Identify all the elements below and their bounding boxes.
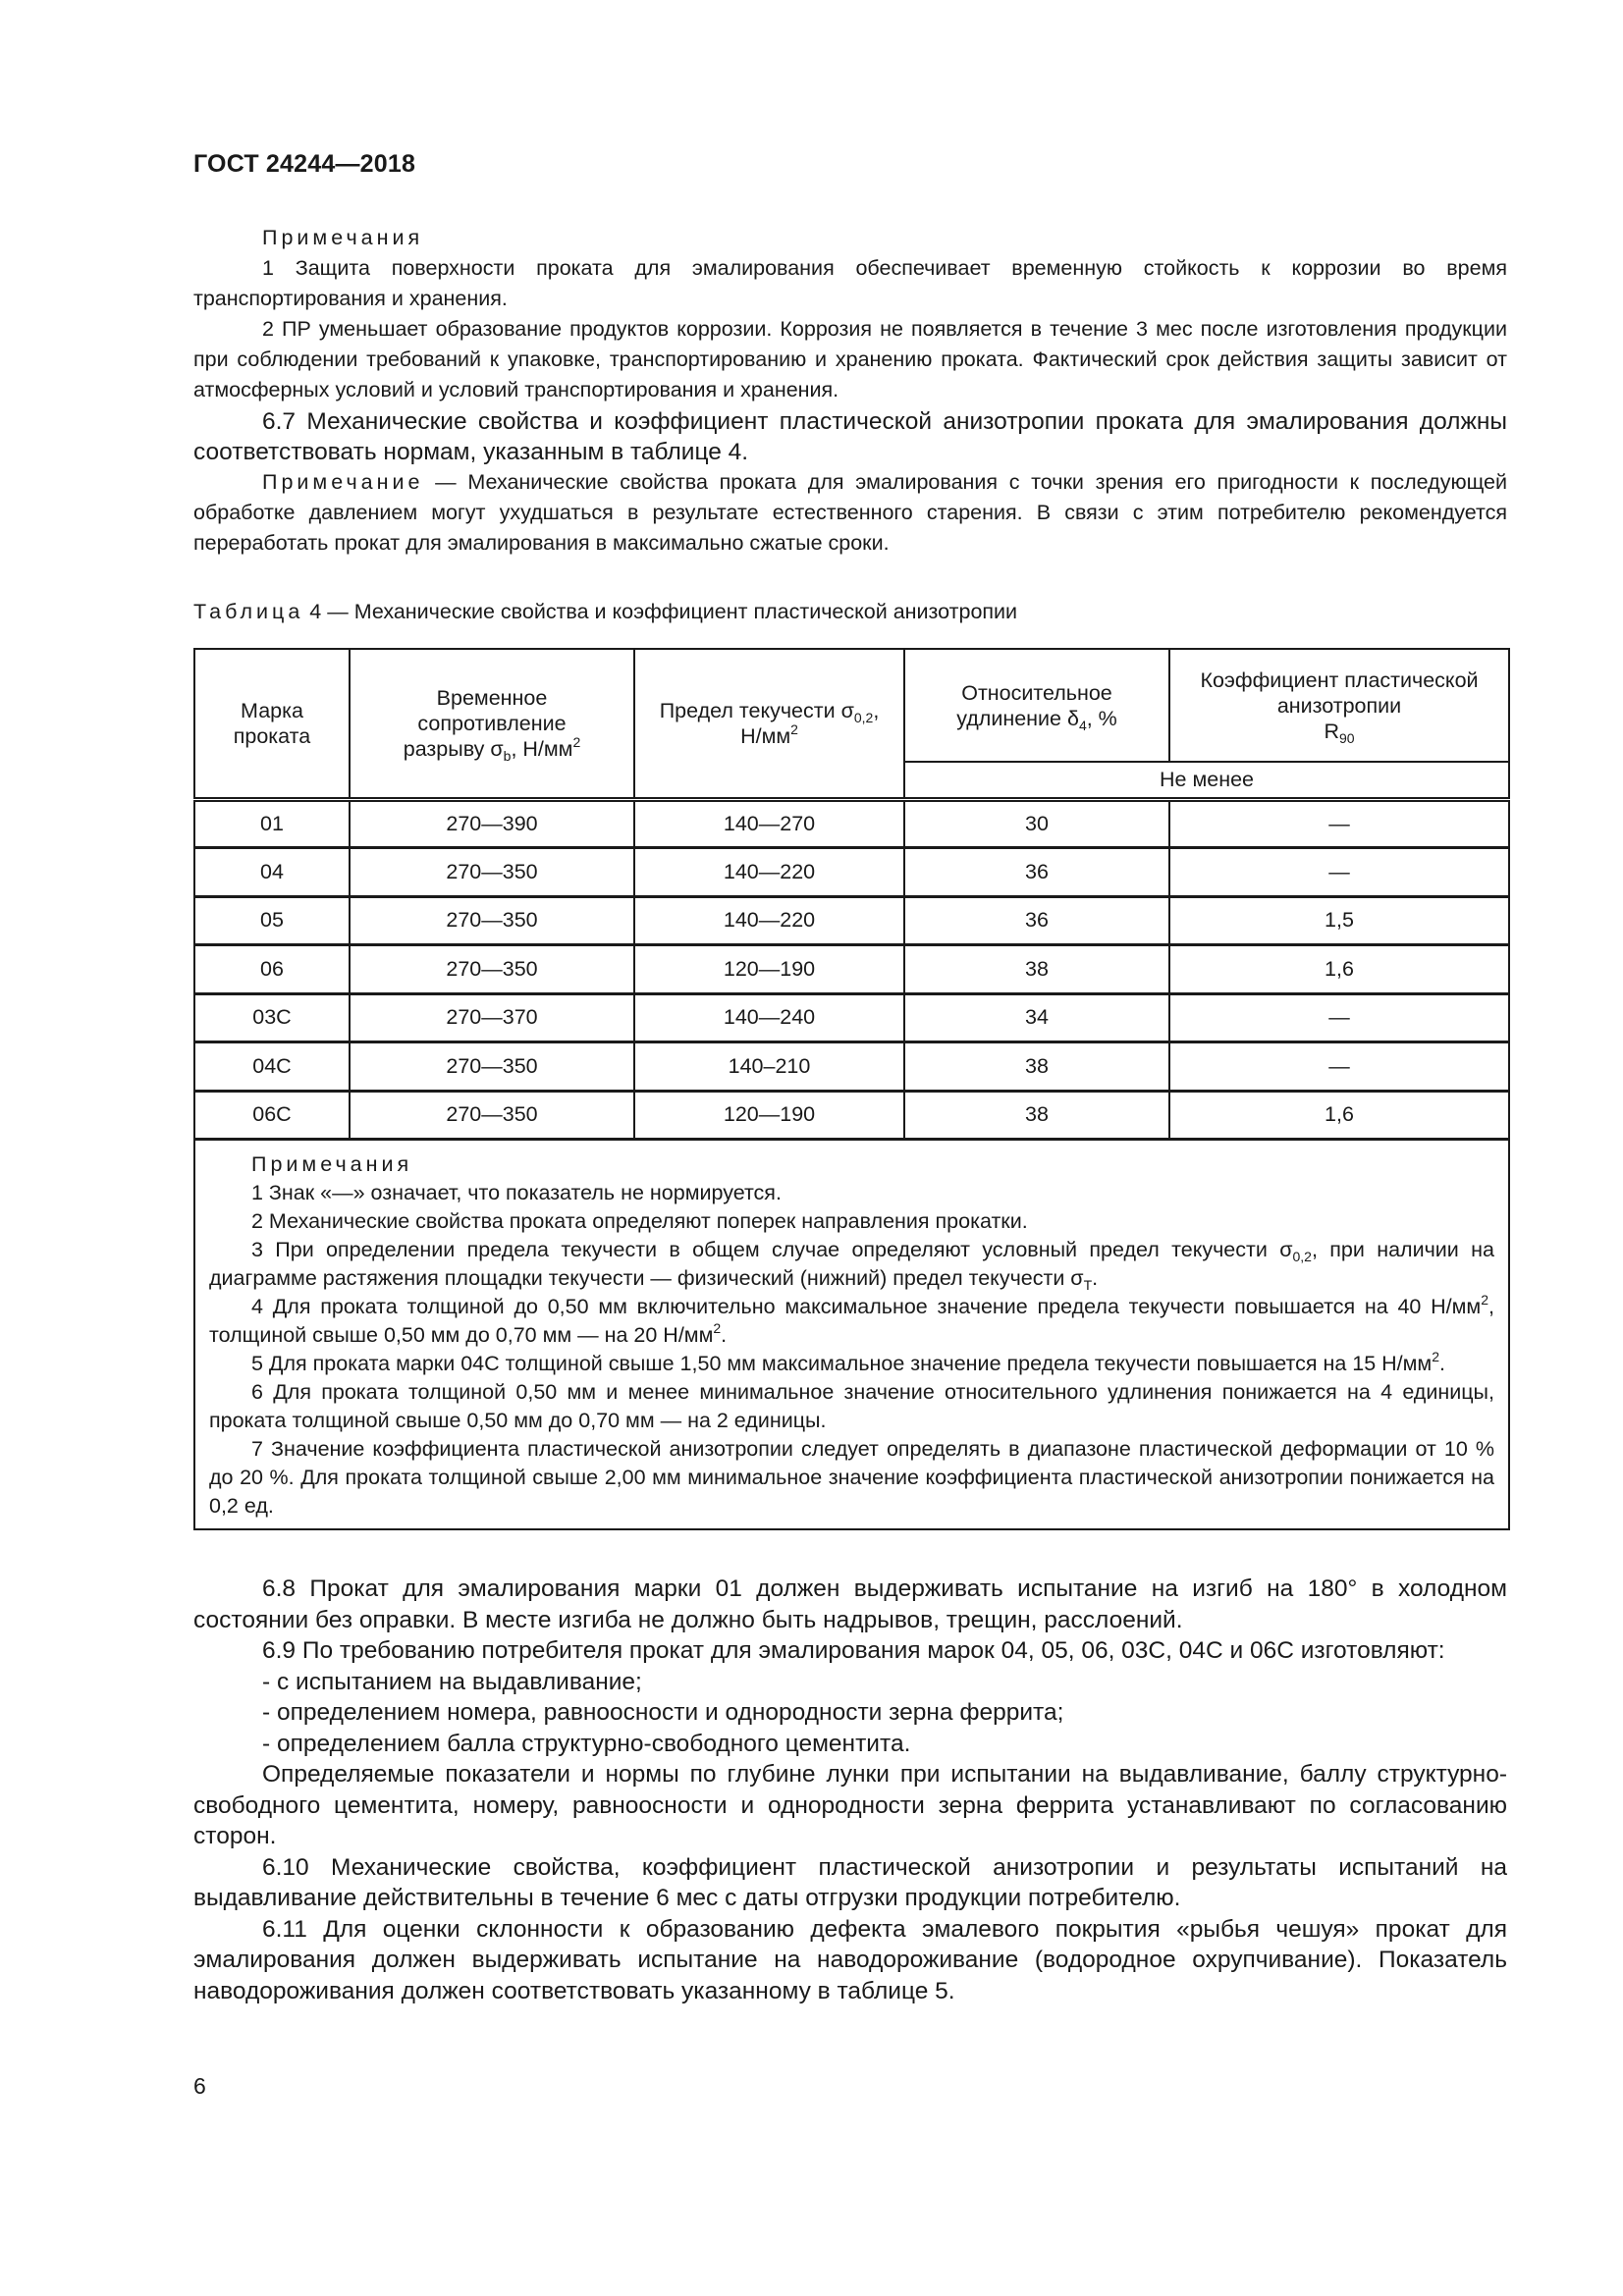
cell-anisotropy: 1,6 — [1169, 945, 1509, 994]
table-note-7: 7 Значение коэффициента пластической анизотропии следует определять в диапазоне пластической деформации от 10 % до 20 %. Для проката толщиной свыше 2,00 мм минимальное значение коэффициента пластической анизотропии понижается на 0,2 ед. — [209, 1437, 1494, 1518]
cell-yield: 140—270 — [634, 799, 904, 848]
table-note-4: 4 Для проката толщиной до 0,50 мм включительно максимальное значение предела текучести повышается на 40 $Н/мм^2$, толщиной свыше 0,50 мм до 0,70 мм — на 20 $Н/мм^2$. — [209, 1292, 1494, 1347]
clause-6-11: 6.11 Для оценки склонности к образованию дефекта эмалевого покрытия «рыбья чешуя» прокат для эмалирования должен выдерживать испытание на наводороживание (водородное охрупчивание). Показатель наводороживания должен соответствовать указанному в таблице 5. — [193, 1915, 1507, 2004]
cell-elongation: 38 — [904, 1091, 1169, 1140]
table-caption-label: Таблица — [193, 600, 304, 623]
table-row — [194, 993, 1509, 1042]
cell-tensile: 270—350 — [350, 1042, 634, 1092]
cell-grade: 05 — [194, 896, 350, 945]
table-note-5: 5 Для проката марки 04С толщиной свыше 1,50 мм максимальное значение предела текучести повышается на 15 $Н/мм^2$. — [251, 1349, 1445, 1375]
cell-yield: 140—240 — [634, 993, 904, 1042]
cell-yield: 120—190 — [634, 945, 904, 994]
cell-elongation: 38 — [904, 1042, 1169, 1092]
cell-grade: 03С — [194, 993, 350, 1042]
header-yield-strength: Предел текучести $\sigma_{0,2}$, $Н/мм^2$ — [634, 649, 904, 799]
cell-tensile: 270—350 — [350, 848, 634, 897]
cell-tensile: 270—350 — [350, 1091, 634, 1140]
header-grade: Марка проката — [194, 649, 350, 799]
cell-anisotropy: — — [1169, 799, 1509, 848]
cell-grade: 06С — [194, 1091, 350, 1140]
cell-yield: 140—220 — [634, 896, 904, 945]
cell-elongation: 34 — [904, 993, 1169, 1042]
clause-6-9-bullet-1: - с испытанием на выдавливание; — [262, 1668, 642, 1695]
table-note-3: 3 При определении предела текучести в общем случае определяют условный предел текучести $\sigma_{0,2}$, при наличии на диаграмме растяжения площадки текучести — физический (нижний) предел текучести $\sigma_Т$. — [209, 1238, 1494, 1293]
table-notes — [194, 1140, 1509, 1530]
table-note-1: 1 Знак «—» означает, что показатель не нормируется. — [251, 1181, 782, 1204]
header-tensile-strength: Временное сопротивление разрыву $\sigma_b$, $Н/мм^2$ — [350, 649, 634, 799]
clause-6-9-bullet-3: - определением балла структурно-свободного цементита. — [262, 1730, 911, 1757]
cell-tensile: 270—370 — [350, 993, 634, 1042]
cell-yield: 140—220 — [634, 848, 904, 897]
clause-6-7-note-text: — Механические свойства проката для эмалирования с точки зрения его пригодности к последующей обработке давлением могут ухудшаться в результате естественного старения. В связи с этим потребителю рекомендуется переработать прокат для эмалирования в максимально сжатые сроки. — [193, 470, 1507, 555]
cell-yield: 140–210 — [634, 1042, 904, 1092]
table-caption-text: 4 — Механические свойства и коэффициент пластической анизотропии — [303, 600, 1018, 623]
notes-top-item-1: 1 Защита поверхности проката для эмалирования обеспечивает временную стойкость к коррозии во время транспортирования и хранения. — [193, 256, 1507, 310]
header-elongation: Относительное удлинение $\delta_4$, % — [904, 649, 1169, 762]
cell-anisotropy: — — [1169, 848, 1509, 897]
cell-tensile: 270—350 — [350, 896, 634, 945]
cell-elongation: 30 — [904, 799, 1169, 848]
table-row — [194, 1042, 1509, 1092]
table-4-mechanical-properties — [193, 648, 1510, 1530]
table-4-caption — [193, 600, 1017, 624]
cell-grade: 04 — [194, 848, 350, 897]
clause-6-7-note-label: Примечание — [262, 470, 424, 494]
cell-yield: 120—190 — [634, 1091, 904, 1140]
notes-top — [193, 223, 1507, 405]
clause-6-8: 6.8 Прокат для эмалирования марки 01 должен выдерживать испытание на изгиб на 180° в холодном состоянии без оправки. В месте изгиба не должно быть надрывов, трещин, расслоений. — [193, 1575, 1507, 1633]
table-note-6: 6 Для проката толщиной 0,50 мм и менее минимальное значение относительного удлинения понижается на 4 единицы, проката толщиной свыше 0,50 мм до 0,70 мм — на 2 единицы. — [209, 1380, 1494, 1432]
clause-6-7-note — [193, 467, 1507, 559]
header-not-less: Не менее — [904, 762, 1509, 799]
table-note-2: 2 Механические свойства проката определяют поперек направления прокатки. — [251, 1209, 1028, 1233]
clause-6-10: 6.10 Механические свойства, коэффициент пластической анизотропии и результаты испытаний на выдавливание действительны в течение 6 мес с даты отгрузки продукции потребителю. — [193, 1853, 1507, 1911]
table-row — [194, 945, 1509, 994]
table-notes-row — [194, 1140, 1509, 1530]
clauses-after-table — [193, 1574, 1507, 2006]
cell-tensile: 270—390 — [350, 799, 634, 848]
page-number: 6 — [193, 2073, 206, 2099]
table-row — [194, 848, 1509, 897]
clause-6-9: 6.9 По требованию потребителя прокат для эмалирования марок 04, 05, 06, 03С, 04С и 06С изготовляют: — [262, 1637, 1445, 1664]
cell-elongation: 36 — [904, 896, 1169, 945]
clause-6-9-bullet-2: - определением номера, равноосности и однородности зерна феррита; — [262, 1699, 1064, 1726]
notes-top-item-2: 2 ПР уменьшает образование продуктов коррозии. Коррозия не появляется в течение 3 мес после изготовления продукции при соблюдении требований к упаковке, транспортированию и хранению проката. Фактический срок действия защиты зависит от атмосферных условий и условий транспортирования и хранения. — [193, 317, 1507, 401]
cell-anisotropy: — — [1169, 1042, 1509, 1092]
clause-6-9-after: Определяемые показатели и нормы по глубине лунки при испытании на выдавливание, баллу структурно-свободного цементита, номеру, равноосности и однородности зерна феррита устанавливают по согласованию сторон. — [193, 1761, 1507, 1849]
table-notes-heading: Примечания — [251, 1152, 413, 1176]
cell-anisotropy: 1,5 — [1169, 896, 1509, 945]
document-code-header: ГОСТ 24244—2018 — [193, 150, 416, 178]
clause-6-7-text: 6.7 Механические свойства и коэффициент пластической анизотропии проката для эмалирования должны соответствовать нормам, указанным в таблице 4. — [193, 408, 1507, 465]
cell-grade: 04С — [194, 1042, 350, 1092]
notes-top-heading: Примечания — [262, 226, 424, 249]
table-row — [194, 896, 1509, 945]
cell-anisotropy: — — [1169, 993, 1509, 1042]
cell-grade: 01 — [194, 799, 350, 848]
clause-6-7 — [193, 406, 1507, 559]
table-row — [194, 1091, 1509, 1140]
table-header-row — [194, 649, 1509, 762]
cell-elongation: 36 — [904, 848, 1169, 897]
cell-grade: 06 — [194, 945, 350, 994]
table-row — [194, 799, 1509, 848]
header-anisotropy: Коэффициент пластической анизотропии $R_{90}$ — [1169, 649, 1509, 762]
cell-elongation: 38 — [904, 945, 1169, 994]
cell-tensile: 270—350 — [350, 945, 634, 994]
cell-anisotropy: 1,6 — [1169, 1091, 1509, 1140]
